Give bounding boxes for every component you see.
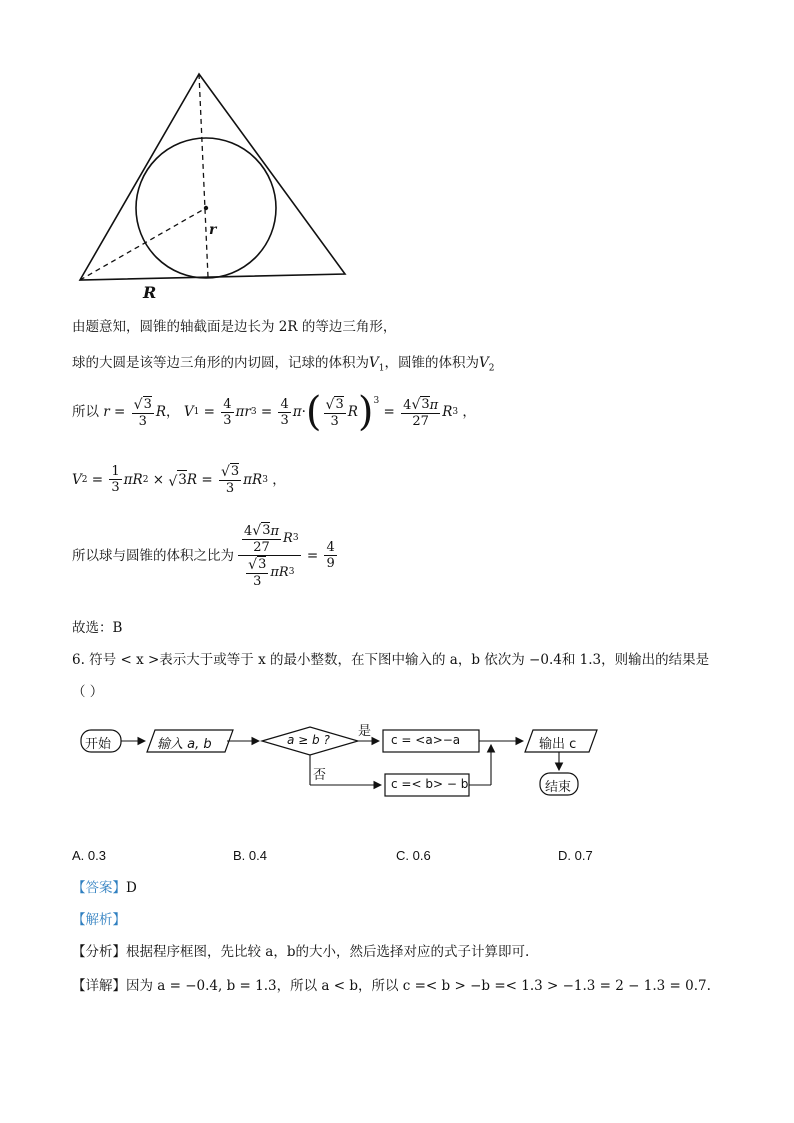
question-6-blank: （ ） — [72, 684, 104, 700]
formula-v2: V 2 = $\frac{1}{3}$ πR 2 × √ 3 R = √ 3 3 πR 3 ， — [72, 464, 286, 496]
flow-start-label: 开始 — [85, 737, 112, 752]
option-b: B. 0.4 — [233, 848, 267, 863]
detail-text: 因为 a = −0.4, b = 1.3，所以 a < b，所以 c =< b > −b =< 1.3 > −1.3 = 2 − 1.3 = 0.7. — [126, 978, 711, 994]
question-6-stem: 6. 符号 < x >表示大于或等于 x 的最小整数，在下图中输入的 a，b 依次为 −0.4和 1.3，则输出的结果是 — [72, 652, 710, 668]
detail-tag: 【详解】 — [72, 978, 126, 994]
flow-no-label: 否 — [313, 768, 327, 783]
radius-dashed-line — [80, 208, 206, 280]
height-dashed-line — [199, 74, 208, 277]
cone-cross-section-figure — [70, 65, 360, 305]
answer-tag: 【答案】 — [72, 880, 126, 896]
option-d: D. 0.7 — [558, 848, 593, 863]
option-a: A. 0.3 — [72, 848, 106, 863]
analysis-detail-tag: 【分析】 — [72, 944, 126, 960]
flow-no-box-label: c =< b> − b — [391, 777, 469, 791]
center-point — [204, 206, 208, 210]
solution-line-2: 球的大圆是该等边三角形的内切圆，记球的体积为$V_1$，圆锥的体积为$V_2$ — [72, 355, 495, 374]
answer-value: D — [126, 880, 137, 896]
equilateral-triangle — [80, 74, 345, 280]
flow-yes-box-label: c = <a>−a — [391, 733, 461, 747]
choose-answer: 故选：B — [72, 620, 123, 636]
flow-input-label: 输入 a, b — [157, 737, 212, 752]
flow-yes-label: 是 — [358, 724, 372, 739]
base-label: R — [143, 283, 157, 302]
formula-r-v1: 所以 r = √ 3 3 R ， V 1 = $\frac{4}{3}$ πr 3 = $\frac{4}{3}$ π · ( √ 3 3 R ) $^3$ = 4 √ 3 π 27 R 3 ， — [72, 389, 476, 435]
analysis-detail-line — [72, 943, 529, 961]
flowchart — [75, 718, 615, 808]
radius-label: r — [209, 222, 217, 238]
formula-ratio: 所以球与圆锥的体积之比为 4 √ 3 π 27 R 3 √ 3 3 πR 3 = $\frac{4}{9}$ — [72, 523, 335, 589]
flow-output-label: 输出 c — [539, 737, 577, 752]
option-c: C. 0.6 — [396, 848, 431, 863]
flow-end-label: 结束 — [545, 780, 572, 795]
solution-line-1: 由题意知，圆锥的轴截面是边长为 2R 的等边三角形， — [72, 319, 397, 335]
analysis-detail-text: 根据程序框图，先比较 a，b的大小，然后选择对应的式子计算即可. — [126, 944, 530, 960]
answer-line — [72, 879, 137, 897]
analysis-tag: 【解析】 — [72, 912, 126, 928]
flow-decision-label: a ≥ b ? — [287, 733, 330, 747]
detail-line — [72, 977, 711, 995]
